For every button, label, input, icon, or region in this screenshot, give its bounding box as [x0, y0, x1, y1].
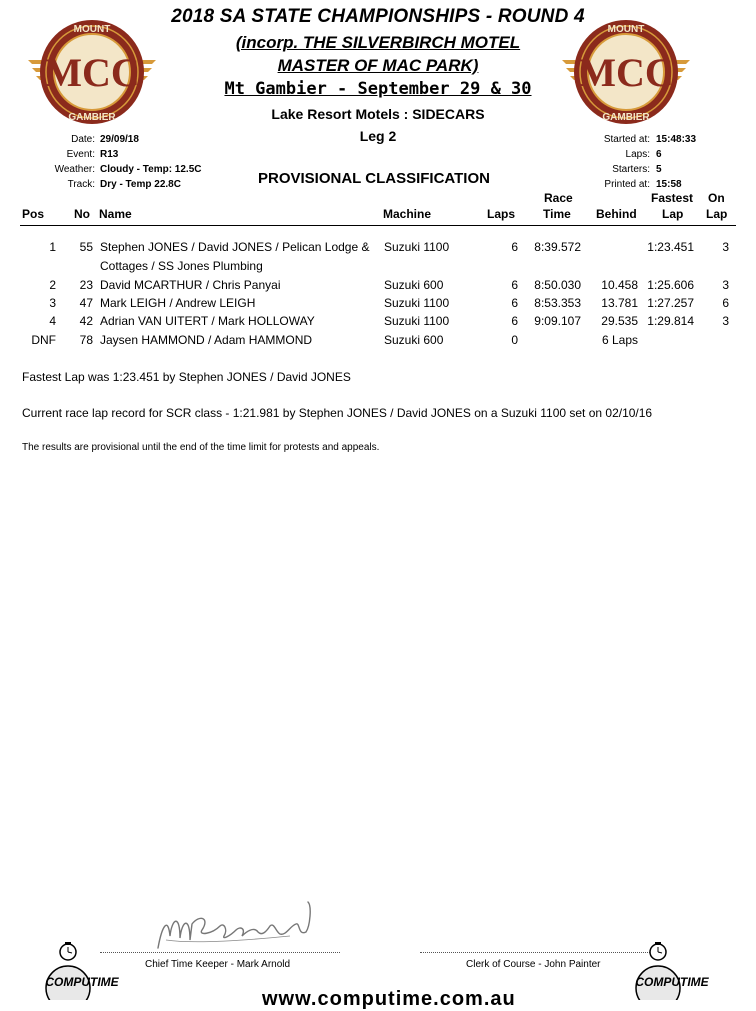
table-row	[0, 312, 756, 331]
row-pos: 1	[49, 240, 56, 254]
row-pos: 3	[49, 296, 56, 310]
row-no: 42	[79, 314, 93, 328]
row-machine: Suzuki 1100	[384, 296, 450, 310]
header-on-lap: Lap	[706, 207, 728, 221]
row-name: Jaysen HAMMOND / Adam HAMMOND	[100, 333, 313, 347]
header-time: Time	[543, 207, 571, 221]
chief-time-keeper-label: Chief Time Keeper - Mark Arnold	[145, 959, 291, 970]
signature-line-right	[420, 952, 650, 953]
page-title: 2018 SA STATE CHAMPIONSHIPS - ROUND 4	[171, 6, 585, 27]
logo-top-text-right: MOUNT	[607, 24, 645, 35]
header-on: On	[708, 191, 725, 205]
starters-value: 5	[656, 164, 662, 175]
row-laps: 6	[511, 296, 518, 310]
header-behind: Behind	[596, 207, 637, 221]
track-label: Track:	[67, 179, 95, 190]
computime-url[interactable]: www.computime.com.au	[262, 988, 516, 1010]
date-value: 29/09/18	[100, 134, 139, 145]
row-fastest: 1:25.606	[647, 278, 694, 292]
track-value: Dry - Temp 22.8C	[100, 179, 181, 190]
table-row	[0, 331, 756, 350]
provisional-disclaimer: The results are provisional until the end of the time limit for protests and appeals.	[22, 442, 380, 453]
header-race: Race	[544, 191, 573, 205]
header-no: No	[74, 207, 90, 221]
row-behind: 10.458	[601, 278, 638, 292]
row-no: 55	[79, 240, 93, 254]
header-pos: Pos	[22, 207, 45, 221]
row-laps: 0	[511, 333, 518, 347]
row-fastest: 1:23.451	[647, 240, 694, 254]
race-info-left	[0, 132, 202, 192]
logo-bottom-text-right: GAMBIER	[602, 112, 650, 123]
row-behind: 13.781	[601, 296, 638, 310]
started-label: Started at:	[603, 134, 650, 145]
classification-heading: PROVISIONAL CLASSIFICATION	[258, 170, 490, 187]
row-name: Mark LEIGH / Andrew LEIGH	[100, 296, 256, 310]
header-divider	[20, 225, 736, 226]
row-laps: 6	[511, 314, 518, 328]
chief-time-keeper-signature	[150, 896, 330, 956]
row-pos: 2	[49, 278, 56, 292]
event-value: R13	[100, 149, 119, 160]
row-laps: 6	[511, 240, 518, 254]
row-on-lap: 3	[722, 240, 729, 254]
row-fastest: 1:29.814	[647, 314, 694, 328]
header-laps: Laps	[487, 207, 516, 221]
laps-label: Laps:	[625, 149, 650, 160]
computime-brand-right: COMPUTIME	[635, 975, 709, 989]
leg-label: Leg 2	[359, 128, 397, 144]
row-on-lap: 6	[722, 296, 729, 310]
weather-label: Weather:	[54, 164, 95, 175]
row-no: 78	[79, 333, 93, 347]
header-machine: Machine	[383, 207, 432, 221]
race-title: Lake Resort Motels : SIDECARS	[271, 106, 485, 122]
row-machine: Suzuki 1100	[384, 314, 450, 328]
row-behind: 6 Laps	[601, 333, 638, 347]
title-line-2: (incorp. THE SILVERBIRCH MOTEL	[235, 33, 521, 52]
table-row	[0, 238, 756, 276]
clerk-of-course-label: Clerk of Course - John Painter	[466, 959, 601, 970]
printed-label: Printed at:	[604, 179, 650, 190]
results-table-header	[0, 191, 756, 225]
table-row	[0, 276, 756, 295]
row-name: David MCARTHUR / Chris Panyai	[100, 278, 281, 292]
row-name: Stephen JONES / David JONES / Pelican Lodge &	[100, 240, 370, 254]
title-line-3: MASTER OF MAC PARK)	[277, 56, 479, 75]
header-fastest-lap: Lap	[662, 207, 684, 221]
row-time: 8:50.030	[534, 278, 581, 292]
row-name-continued: Cottages / SS Jones Plumbing	[100, 259, 263, 273]
row-pos: DNF	[31, 333, 56, 347]
lap-record-note: Current race lap record for SCR class - 1:21.981 by Stephen JONES / David JONES on a Suzuki 1100 set on 02/10/16	[22, 406, 653, 420]
weather-value: Cloudy - Temp: 12.5C	[100, 164, 202, 175]
logo-monogram-left: MCC	[44, 50, 140, 95]
race-info-right	[570, 132, 696, 192]
date-label: Date:	[71, 134, 95, 145]
table-row	[0, 294, 756, 313]
row-on-lap: 3	[722, 278, 729, 292]
logo-monogram-right: MCC	[578, 50, 674, 95]
computime-logo-left	[28, 940, 128, 1000]
row-machine: Suzuki 600	[384, 333, 444, 347]
row-name: Adrian VAN UITERT / Mark HOLLOWAY	[100, 314, 315, 328]
logo-top-text-left: MOUNT	[73, 24, 111, 35]
logo-bottom-text-left: GAMBIER	[68, 112, 116, 123]
laps-value: 6	[656, 149, 662, 160]
row-no: 23	[79, 278, 93, 292]
fastest-lap-note: Fastest Lap was 1:23.451 by Stephen JONES / David JONES	[22, 370, 351, 384]
computime-brand-left: COMPUTIME	[45, 975, 119, 989]
row-no: 47	[79, 296, 93, 310]
header-name: Name	[99, 207, 132, 221]
row-behind: 29.535	[601, 314, 638, 328]
started-value: 15:48:33	[656, 134, 697, 145]
signature-line-left	[100, 952, 340, 953]
row-machine: Suzuki 1100	[384, 240, 450, 254]
event-label: Event:	[66, 149, 95, 160]
row-fastest: 1:27.257	[647, 296, 694, 310]
row-laps: 6	[511, 278, 518, 292]
row-time: 9:09.107	[534, 314, 581, 328]
computime-logo-right	[618, 940, 718, 1000]
header-fastest: Fastest	[651, 191, 694, 205]
printed-value: 15:58	[656, 179, 682, 190]
row-time: 8:39.572	[534, 240, 581, 254]
row-time: 8:53.353	[534, 296, 581, 310]
starters-label: Starters:	[612, 164, 650, 175]
row-machine: Suzuki 600	[384, 278, 444, 292]
row-on-lap: 3	[722, 314, 729, 328]
event-date-title: Mt Gambier - September 29 & 30	[224, 79, 532, 99]
row-pos: 4	[49, 314, 56, 328]
